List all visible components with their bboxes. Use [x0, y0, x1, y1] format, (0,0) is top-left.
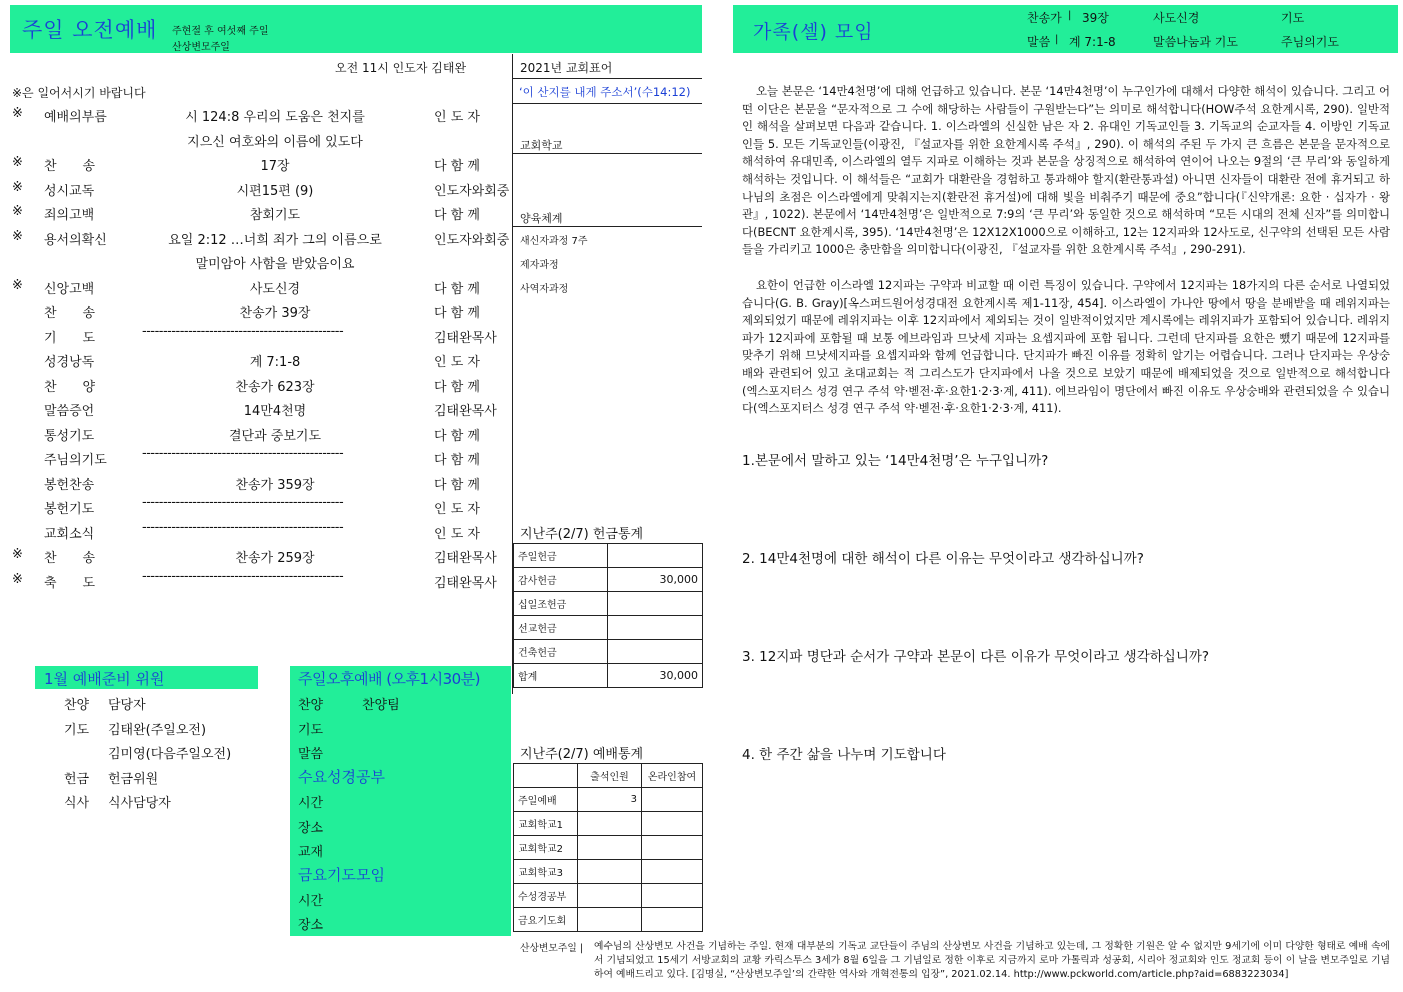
- cell-r2-word-label: 말씀: [1027, 35, 1051, 49]
- dash-line: ------------------------------------------------: [142, 323, 344, 339]
- stand-mark: ※: [12, 277, 23, 293]
- table-row: [514, 640, 703, 664]
- stand-note: ※은 일어서시기 바랍니다: [12, 86, 146, 100]
- motto: ‘이 산지를 내게 주소서’(수14:12): [519, 85, 691, 99]
- offering-title: 지난주(2/7) 헌금통계: [520, 527, 644, 542]
- order-row: [0, 226, 510, 250]
- order-leader: 인도자와회중: [434, 232, 510, 248]
- order-row: [0, 373, 510, 397]
- present-count: [578, 836, 642, 860]
- divider: [513, 226, 702, 227]
- order-leader: 인 도 자: [434, 355, 480, 370]
- order-leader: 다 함 께: [434, 428, 480, 444]
- question-4: 4. 한 주간 삶을 나누며 기도합니다: [742, 747, 946, 763]
- order-label: 찬 송: [44, 306, 96, 321]
- order-leader: 인 도 자: [434, 110, 480, 125]
- committee-role: 찬양: [64, 698, 90, 713]
- order-row: [0, 495, 510, 519]
- dash-line: ------------------------------------------------: [142, 446, 344, 461]
- service-name: 금요기도회: [514, 908, 578, 932]
- present-count: [578, 908, 642, 932]
- liturgical-week: 주현절 후 여섯째 주일: [172, 26, 269, 37]
- offering-amount: [608, 640, 703, 664]
- service-name: 수성경공부: [514, 884, 578, 908]
- order-content: 찬송가 39장: [239, 306, 311, 321]
- order-row: [0, 471, 510, 495]
- dash-line: ------------------------------------------------: [142, 519, 344, 535]
- header-cell: [514, 764, 578, 788]
- online-count: [642, 836, 703, 860]
- order-content: 찬송가 623장: [235, 379, 315, 395]
- committee-person: 김태완(주일오전): [108, 723, 207, 738]
- order-content: 17장: [260, 159, 290, 174]
- committee-person: 담당자: [108, 698, 146, 713]
- order-row: [0, 544, 510, 568]
- table-row: [514, 860, 703, 884]
- sermon-paragraph-2: 요한이 언급한 이스라엘 12지파는 구약과 비교할 때 이런 특징이 있습니다. 구약에서 12지파는 18가지의 다른 순서로 나열되었습니다(G. B. Gray)[옥스퍼드원어성경대전 요한계시록 제1-11장, 454]. 이스라엘이 가나안 땅에서 땅을 분배받을 때 레위지파는 제외되었기 때문에 레위지파는 이후 12지파에서 제외되는 것이 일반적이었지만 계시록에는 레위지파가 포함되어 있습니다. 레위지파가 12지파에 포함될 때 보통 에브라임과 므낫세 지파는 요셉지파에 포함 됩니다. 그런데 단지파를 요한은 뺐기 때문에 12지파를 맞추기 위해 므낫세지파를 요셉지파와 함께 언급합니다. 단지파가 빠진 이유를 정확히 알기는 어렵습니다. 그러나 단지파는 우상숭배와 관련되어 있고 초대교회는 적 그리스도가 단지파에서 나올 것으로 보았기 때문에 배제되었을 것으로 일반적으로 해석합니다(엑스포지터스 성경 연구 주석 약·벧전·후·요한1·2·3·계, 411). 에브라임이 명단에서 빠진 이유도 우상숭배와 관련되었을 수 있습니다(엑스포지터스 성경 연구 주석 약·벧전·후·요한1·2·3·계, 411).: [742, 278, 1390, 416]
- table-row: [514, 664, 703, 688]
- divider-bar: |: [1068, 10, 1072, 21]
- sunday-name: 산상변모주일: [172, 42, 230, 53]
- offering-amount: [608, 616, 703, 640]
- nurture-item: 새신자과정 7주: [520, 236, 588, 247]
- order-content: 참회기도: [249, 208, 301, 223]
- table-row: [514, 908, 703, 932]
- offering-amount: 30,000: [608, 664, 703, 688]
- cell-r1-hymn-label: 찬송가: [1027, 11, 1062, 25]
- offering-name: 선교헌금: [514, 616, 608, 640]
- order-row: [0, 520, 510, 544]
- order-row: [0, 128, 510, 152]
- order-content: 14만4천명: [243, 404, 307, 419]
- offering-amount: 30,000: [608, 568, 703, 592]
- nurture-item: 제자과정: [520, 260, 559, 271]
- stand-mark: ※: [12, 179, 23, 195]
- order-leader: 다 함 께: [434, 379, 480, 395]
- worship-order: [0, 103, 512, 593]
- committee-title: 1월 예배준비 위원: [44, 670, 165, 688]
- order-row: [0, 422, 510, 446]
- order-row: [0, 250, 510, 274]
- order-content: 시편15편 (9): [236, 183, 314, 199]
- order-row: [0, 299, 510, 323]
- order-label: 말씀증언: [44, 404, 95, 419]
- order-leader: 김태완목사: [434, 551, 497, 566]
- service-name: 주일예배: [514, 788, 578, 812]
- offering-table: [513, 543, 703, 688]
- motto-title: 2021년 교회표어: [520, 61, 613, 75]
- divider: [513, 153, 702, 154]
- online-count: [642, 884, 703, 908]
- place-label: 장소: [298, 821, 324, 836]
- present-count: [578, 884, 642, 908]
- order-label: 예배의부름: [44, 110, 107, 125]
- offering-name: 주일헌금: [514, 544, 608, 568]
- order-leader: 인 도 자: [434, 526, 480, 542]
- online-count: [642, 860, 703, 884]
- order-row: [0, 446, 510, 470]
- footer-label: 산상변모주일 |: [520, 943, 584, 954]
- order-label: 봉헌기도: [44, 502, 95, 517]
- cell-r2-sharing: 말씀나눔과 기도: [1153, 35, 1238, 49]
- footer-note: 예수님의 산상변모 사건을 기념하는 주일. 현재 대부분의 기독교 교단들이 주님의 산상변모 사건을 기념하고 있는데, 그 정확한 기원은 알 수 없지만 9세기에 이미 다양한 형태로 예배 속에서 기념되었고 15세기 서방교회의 교황 카릭스투스 3세가 8월 6일을 그 기념일로 정한 이후로 지금까지 로마 가톨릭과 성공회, 시리아 정교회와 인도 정교회 등이 이 날을 변모주일로 기념하여 예배드리고 있다. [김명실, “산상변모주일’의 간략한 역사와 개혁전통의 입장”, 2021.02.14. http://www.pckworld.com/article.php?aid=6883223034]: [594, 941, 1390, 980]
- online-count: [642, 788, 703, 812]
- friday-prayer-title: 금요기도모임: [298, 866, 385, 884]
- order-leader: 다 함 께: [434, 208, 480, 223]
- service-name: 교회학교2: [514, 836, 578, 860]
- attendance-table: [513, 763, 703, 932]
- order-row: [0, 103, 510, 127]
- order-row: [0, 201, 510, 225]
- nurture-item: 사역자과정: [520, 284, 569, 295]
- table-row: [514, 884, 703, 908]
- committee-person: 식사담당자: [108, 796, 171, 811]
- order-label: 기 도: [44, 330, 96, 346]
- order-leader: 다 함 께: [434, 159, 480, 174]
- stand-mark: ※: [12, 204, 23, 219]
- praise-team: 찬양팀: [362, 698, 400, 713]
- order-label: 성시교독: [44, 183, 95, 199]
- order-row: [0, 275, 510, 299]
- textbook-label: 교재: [298, 845, 324, 860]
- divider-bar: |: [1055, 34, 1059, 45]
- order-leader: 다 함 께: [434, 477, 480, 493]
- online-count: [642, 812, 703, 836]
- order-row: [0, 324, 510, 348]
- cell-meeting-title: 가족(셀) 모임: [753, 21, 874, 43]
- committee-role: 기도: [64, 723, 90, 738]
- order-content: 찬송가 359장: [235, 477, 315, 493]
- stand-mark: ※: [12, 228, 23, 244]
- order-row: [0, 397, 510, 421]
- cell-r2-word-value: 계 7:1-8: [1069, 35, 1116, 49]
- header-cell: 출석인원: [578, 764, 642, 788]
- divider: [513, 78, 702, 79]
- order-leader: 김태완목사: [434, 330, 497, 346]
- place-label: 장소: [298, 918, 324, 933]
- offering-amount: [608, 592, 703, 616]
- stand-mark: ※: [12, 547, 23, 562]
- cell-r1-hymn-value: 39장: [1082, 11, 1109, 25]
- order-content: 지으신 여호와의 이름에 있도다: [187, 134, 363, 150]
- order-content: 계 7:1-8: [249, 355, 301, 370]
- order-leader: 인도자와회중: [434, 183, 510, 199]
- order-row: [0, 177, 510, 201]
- divider: [513, 103, 702, 104]
- prayer-label: 기도: [298, 723, 324, 738]
- question-2: 2. 14만4천명에 대한 해석이 다른 이유는 무엇이라고 생각하십니까?: [742, 551, 1144, 567]
- time-label: 시간: [298, 894, 324, 909]
- order-label: 신앙고백: [44, 281, 95, 297]
- order-leader: 다 함 께: [434, 453, 480, 468]
- dash-line: ------------------------------------------------: [142, 495, 344, 510]
- other-meetings-block: [290, 666, 511, 936]
- stand-mark: ※: [12, 571, 23, 587]
- service-name: 교회학교1: [514, 812, 578, 836]
- dash-line: ------------------------------------------------: [142, 568, 344, 584]
- offering-name: 감사헌금: [514, 568, 608, 592]
- cell-r1-prayer: 기도: [1281, 11, 1305, 25]
- order-row: [0, 348, 510, 372]
- service-name: 교회학교3: [514, 860, 578, 884]
- order-content: 말미암아 사함을 받았음이요: [195, 257, 355, 272]
- attendance-title: 지난주(2/7) 예배통계: [520, 747, 644, 762]
- table-row: [514, 592, 703, 616]
- committee-role: 헌금: [64, 772, 90, 787]
- wednesday-study-title: 수요성경공부: [298, 768, 385, 786]
- table-row: [514, 836, 703, 860]
- order-label: 성경낭독: [44, 355, 95, 370]
- question-1: 1.본문에서 말하고 있는 ‘14만4천명’은 누구입니까?: [742, 453, 1049, 469]
- present-count: 3: [578, 788, 642, 812]
- committee-person: 헌금위원: [108, 772, 159, 787]
- sermon-paragraph-1: 오늘 본문은 ‘14만4천명’에 대해 언급하고 있습니다. 본문 ‘14만4천명’이 누구인가에 대해서 다양한 해석이 있습니다. 그리고 어떤 이단은 본문을 “문자적으로 그 수에 해당하는 사람들이 구원받는다”는 의미로 해석합니다(HOW주석 요한계시록, 290). 일반적인 해석을 살펴보면 다음과 같습니다. 1. 이스라엘의 신실한 남은 자 2. 유대인 기독교인들 3. 기독교의 순교자들 4. 이방인 기독교인들 5. 모든 기독교인들(이광진, 『설교자를 위한 요한계시록 주석』, 290). 이 해석의 주된 두 가지 큰 흐름은 본문을 문자적으로 해석하여 유대민족, 이스라엘의 열두 지파로 이해하는 것과 본문을 상징적으로 해석하여 연이어 나오는 9절의 ‘큰 무리’와 동일하게 해석하는 것입니다. 이 해석들은 “교회가 대환란을 경험하고 통과해야 할지(환란통과설) 아니면 신자들이 대환란 전에 휴거되고 하나님의 초점은 이스라엘에게 맞춰지는지(환란전 휴거설)에 대해 빛을 비춰주기 때문에 중요”합니다(『신약개론: 요한 · 십자가 · 왕관』, 1022). 본문에서 ‘14만4천명’은 일반적으로 7:9의 ‘큰 무리’와 동일한 것으로 해석하며 “모든 시대의 전체 신자”를 의미합니다(BECNT 요한계시록, 395). ‘14만4천명’은 12X12X1000으로 이해하고, 12는 12지파와 12사도로, 신구약의 선택된 모든 사람들을 가리키고 1000은 충만함을 의미합니다(이광진, 『설교자를 위한 요한계시록 주석』, 290-291).: [742, 84, 1390, 257]
- order-leader: 다 함 께: [434, 281, 480, 297]
- order-leader: 김태완목사: [434, 575, 497, 591]
- order-leader: 김태완목사: [434, 404, 497, 419]
- offering-name: 건축헌금: [514, 640, 608, 664]
- order-content: 시 124:8 우리의 도움은 천지를: [185, 110, 365, 125]
- order-label: 용서의확신: [44, 232, 107, 248]
- afternoon-service-title: 주일오후예배 (오후1시30분): [298, 670, 481, 688]
- order-label: 찬 송: [44, 159, 96, 174]
- order-label: 축 도: [44, 575, 96, 591]
- order-label: 통성기도: [44, 428, 95, 444]
- question-3: 3. 12지파 명단과 순서가 구약과 본문이 다른 이유가 무엇이라고 생각하십니까?: [742, 649, 1210, 665]
- praise-label: 찬양: [298, 698, 324, 713]
- committee-role: 식사: [64, 796, 90, 811]
- cell-r2-lords-prayer: 주님의기도: [1281, 35, 1339, 49]
- present-count: [578, 812, 642, 836]
- order-row: [0, 569, 510, 593]
- order-content: 사도신경: [249, 281, 301, 297]
- table-row: [514, 764, 703, 788]
- present-count: [578, 860, 642, 884]
- online-count: [642, 908, 703, 932]
- offering-name: 합계: [514, 664, 608, 688]
- order-content: 결단과 중보기도: [228, 428, 322, 444]
- table-row: [514, 568, 703, 592]
- table-row: [514, 616, 703, 640]
- order-label: 죄의고백: [44, 208, 95, 223]
- order-label: 봉헌찬송: [44, 477, 95, 493]
- cell-r1-creed: 사도신경: [1153, 11, 1200, 25]
- order-content: 요일 2:12 …너희 죄가 그의 이름으로: [168, 232, 382, 248]
- order-leader: 다 함 께: [434, 306, 480, 321]
- table-row: [514, 788, 703, 812]
- offering-amount: [608, 544, 703, 568]
- sermon-label: 말씀: [298, 747, 324, 762]
- order-leader: 인 도 자: [434, 502, 480, 517]
- order-label: 교회소식: [44, 526, 95, 542]
- order-row: [0, 152, 510, 176]
- table-row: [514, 544, 703, 568]
- order-label: 찬 송: [44, 551, 96, 566]
- church-school: 교회학교: [520, 139, 563, 152]
- committee-person: 김미영(다음주일오전): [108, 747, 232, 762]
- stand-mark: ※: [12, 155, 23, 170]
- service-leader: 오전 11시 인도자 김태완: [335, 61, 467, 75]
- page-title: 주일 오전예배: [22, 18, 158, 42]
- stand-mark: ※: [12, 106, 23, 121]
- order-label: 주님의기도: [44, 453, 107, 468]
- order-label: 찬 양: [44, 379, 96, 395]
- offering-name: 십일조헌금: [514, 592, 608, 616]
- time-label: 시간: [298, 796, 324, 811]
- header-cell: 온라인참여: [642, 764, 703, 788]
- nurture-system: 양육체계: [520, 212, 563, 225]
- table-row: [514, 812, 703, 836]
- order-content: 찬송가 259장: [235, 551, 315, 566]
